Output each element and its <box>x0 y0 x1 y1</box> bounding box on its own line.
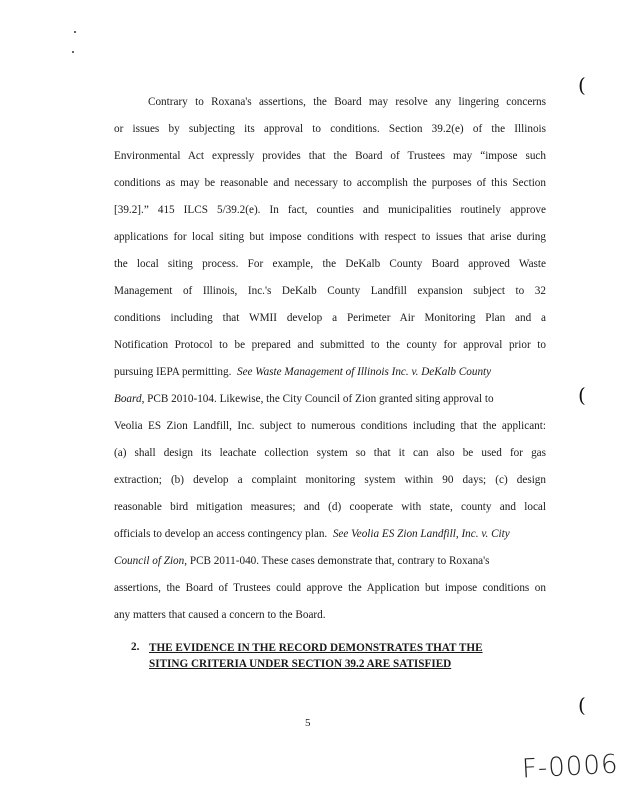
paragraph-text: , PCB 2010-104. Likewise, the City Council of Zion granted siting approval to <box>141 393 494 405</box>
case-citation: See Veolia ES Zion Landfill, Inc. v. City <box>332 528 510 540</box>
paragraph-line <box>114 554 546 568</box>
paragraph-line: extraction; (b) develop a complaint monitoring system within 90 days; (c) design <box>114 474 546 486</box>
heading-line: THE EVIDENCE IN THE RECORD DEMONSTRATES THAT THE <box>149 642 483 654</box>
paragraph-line <box>114 392 546 406</box>
scan-speck <box>72 51 74 53</box>
paragraph-line <box>114 365 546 379</box>
heading-line: SITING CRITERIA UNDER SECTION 39.2 ARE SATISFIED <box>149 658 452 670</box>
margin-bracket: ( <box>578 73 586 97</box>
paragraph-line: conditions as may be reasonable and necessary to accomplish the purposes of this Section <box>114 177 546 189</box>
paragraph-line: applications for local siting but impose conditions with respect to issues that arise during <box>114 231 546 243</box>
paragraph-line: reasonable bird mitigation measures; and (d) cooperate with state, county and local <box>114 501 546 513</box>
heading-number: 2. <box>131 641 140 653</box>
paragraph-line: Environmental Act expressly provides that the Board of Trustees may “impose such <box>114 150 546 162</box>
paragraph-line <box>114 527 546 541</box>
bates-stamp: F-0006 <box>521 749 619 785</box>
paragraph-line: Management of Illinois, Inc.'s DeKalb County Landfill expansion subject to 32 <box>114 285 546 297</box>
paragraph-line: (a) shall design its leachate collection system so that it can also be used for gas <box>114 447 546 459</box>
paragraph-line: the local siting process. For example, the DeKalb County Board approved Waste <box>114 258 546 270</box>
paragraph-line: or issues by subjecting its approval to conditions. Section 39.2(e) of the Illinois <box>114 123 546 135</box>
paragraph-text: pursuing IEPA permitting. <box>114 366 232 378</box>
margin-bracket: ( <box>578 693 586 717</box>
paragraph-line: conditions including that WMII develop a Perimeter Air Monitoring Plan and a <box>114 312 546 324</box>
case-citation: Board <box>114 393 142 405</box>
paragraph-line: Veolia ES Zion Landfill, Inc. subject to numerous conditions including that the applicant: <box>114 420 546 432</box>
paragraph-line: any matters that caused a concern to the Board. <box>114 609 326 621</box>
paragraph-line: Contrary to Roxana's assertions, the Board may resolve any lingering concerns <box>148 96 546 108</box>
margin-bracket: ( <box>578 383 586 407</box>
paragraph-line: [39.2].” 415 ILCS 5/39.2(e). In fact, counties and municipalities routinely approve <box>114 204 546 216</box>
case-citation: Council of Zion <box>114 555 185 567</box>
paragraph-line: Notification Protocol to be prepared and submitted to the county for approval prior to <box>114 339 546 351</box>
paragraph-line: assertions, the Board of Trustees could approve the Application but impose conditions on <box>114 582 546 594</box>
scan-speck <box>74 31 76 33</box>
page-number: 5 <box>305 717 311 729</box>
paragraph-text: , PCB 2011-040. These cases demonstrate that, contrary to Roxana's <box>184 555 490 567</box>
paragraph-text: officials to develop an access contingency plan. <box>114 528 328 540</box>
case-citation: See Waste Management of Illinois Inc. v. DeKalb County <box>236 366 492 378</box>
